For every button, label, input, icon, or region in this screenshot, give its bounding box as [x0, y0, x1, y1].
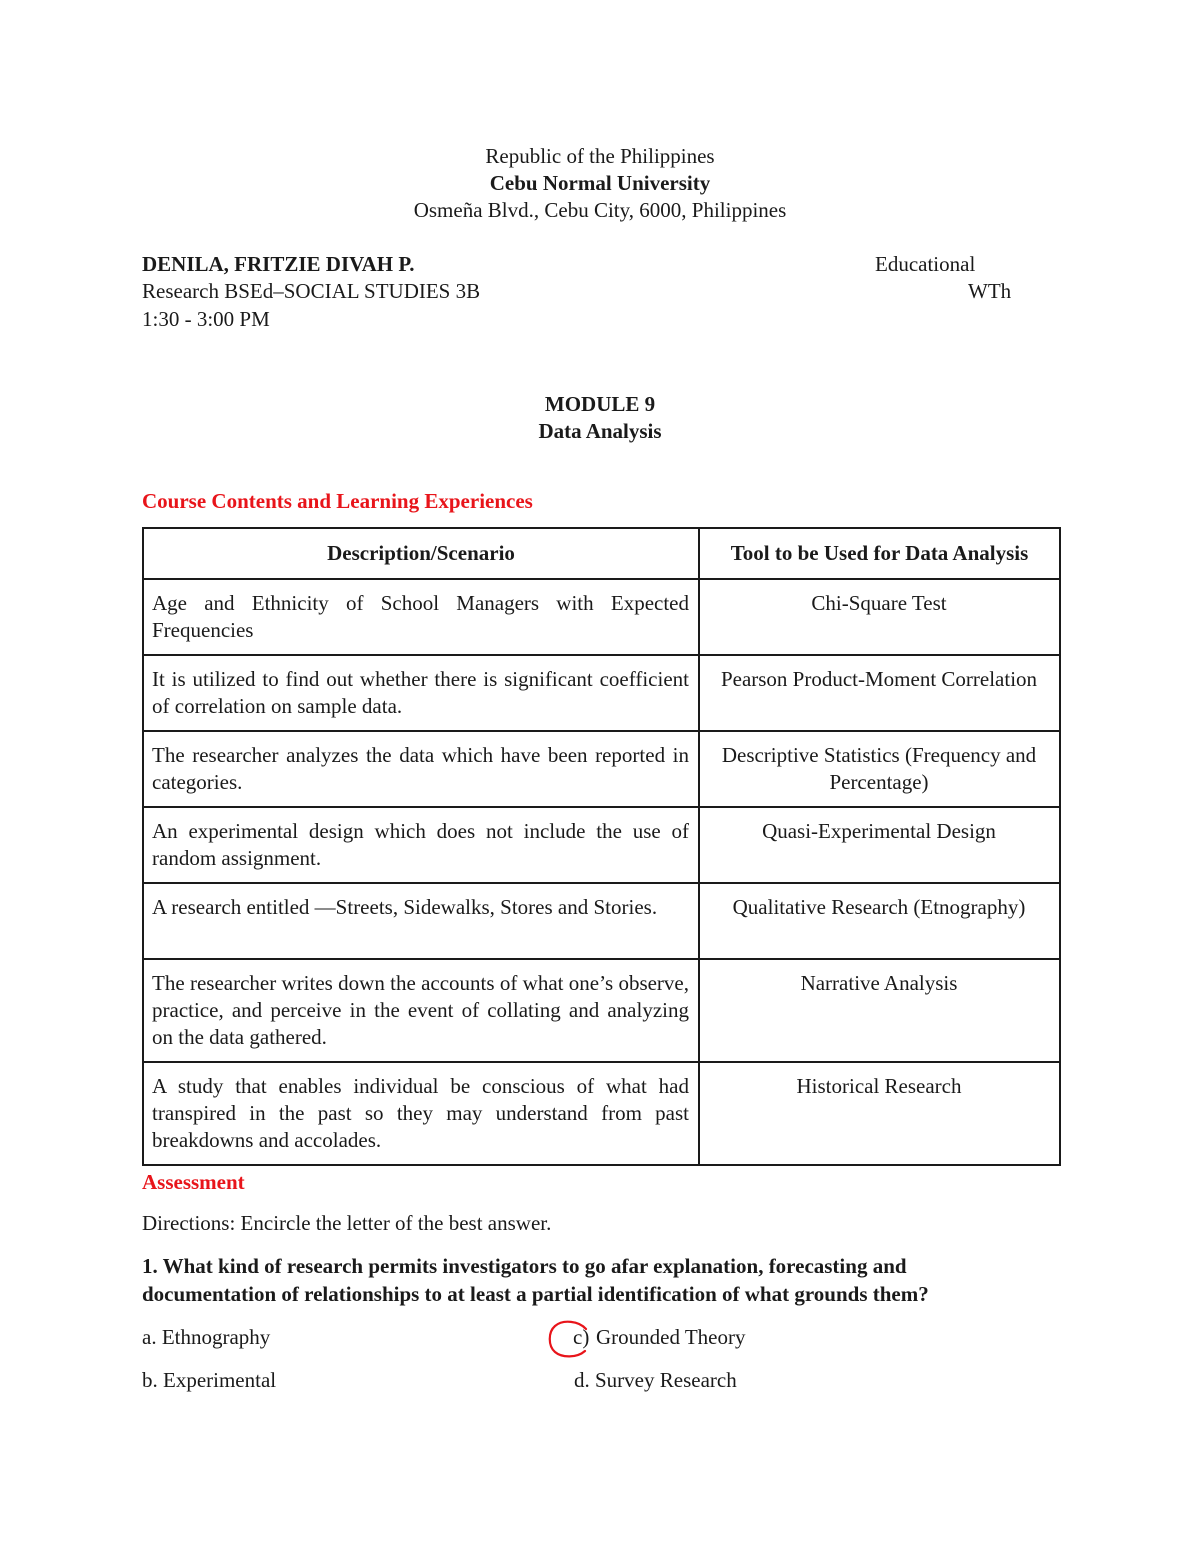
- question-line-1: 1. What kind of research permits investigators to go afar explanation, forecasting and: [142, 1254, 907, 1278]
- row-description: The researcher analyzes the data which have been reported in categories.: [143, 731, 699, 807]
- row-description: A study that enables individual be conscious of what had transpired in the past so they may understand from past breakdowns and accolades.: [143, 1062, 699, 1165]
- choice-b[interactable]: b. Experimental: [142, 1368, 277, 1392]
- class-days: WTh: [968, 279, 1012, 303]
- header-description: Description/Scenario: [143, 528, 699, 579]
- course-line: Research BSEd–SOCIAL STUDIES 3B: [142, 279, 481, 303]
- row-tool: Quasi-Experimental Design: [699, 807, 1060, 883]
- row-tool: Narrative Analysis: [699, 959, 1060, 1062]
- table-row: [143, 807, 1060, 883]
- assessment-directions: Directions: Encircle the letter of the best answer.: [142, 1211, 552, 1235]
- table-row: [143, 731, 1060, 807]
- table-header-row: [143, 528, 1060, 579]
- row-description: A research entitled ―Streets, Sidewalks, Stores and Stories.: [143, 883, 699, 959]
- choice-c-text[interactable]: Grounded Theory: [596, 1325, 746, 1349]
- row-description: An experimental design which does not include the use of random assignment.: [143, 807, 699, 883]
- table-row: [143, 579, 1060, 655]
- row-description: The researcher writes down the accounts of what one’s observe, practice, and perceive in the event of collating and analyzing on the data gathered.: [143, 959, 699, 1062]
- row-tool: Descriptive Statistics (Frequency and Percentage): [699, 731, 1060, 807]
- student-name: DENILA, FRITZIE DIVAH P.: [142, 252, 415, 276]
- analysis-table: [142, 527, 1061, 1166]
- assessment-title: Assessment: [142, 1170, 245, 1194]
- row-description: It is utilized to find out whether there is significant coefficient of correlation on sample data.: [143, 655, 699, 731]
- section-title: Course Contents and Learning Experiences: [142, 489, 533, 513]
- row-tool: Qualitative Research (Etnography): [699, 883, 1060, 959]
- row-tool: Pearson Product-Moment Correlation: [699, 655, 1060, 731]
- choice-a[interactable]: a. Ethnography: [142, 1325, 271, 1349]
- row-description: Age and Ethnicity of School Managers with Expected Frequencies: [143, 579, 699, 655]
- table-row: [143, 883, 1060, 959]
- table-row: [143, 1062, 1060, 1165]
- module-title: Data Analysis: [538, 419, 662, 443]
- answer-circle-mark: [546, 1320, 590, 1358]
- module-number: MODULE 9: [544, 392, 656, 416]
- choice-d[interactable]: d. Survey Research: [574, 1368, 737, 1392]
- header-republic: Republic of the Philippines: [485, 144, 715, 168]
- row-tool: Historical Research: [699, 1062, 1060, 1165]
- header-address: Osmeña Blvd., Cebu City, 6000, Philippines: [413, 198, 787, 222]
- course-word: Educational: [875, 252, 976, 276]
- header-tool: Tool to be Used for Data Analysis: [699, 528, 1060, 579]
- question-line-2: documentation of relationships to at least a partial identification of what grounds them?: [142, 1282, 929, 1306]
- table-row: [143, 655, 1060, 731]
- row-tool: Chi-Square Test: [699, 579, 1060, 655]
- table-row: [143, 959, 1060, 1062]
- choice-c-letter[interactable]: c): [573, 1325, 590, 1349]
- header-university: Cebu Normal University: [489, 171, 711, 195]
- class-time: 1:30 - 3:00 PM: [142, 307, 270, 331]
